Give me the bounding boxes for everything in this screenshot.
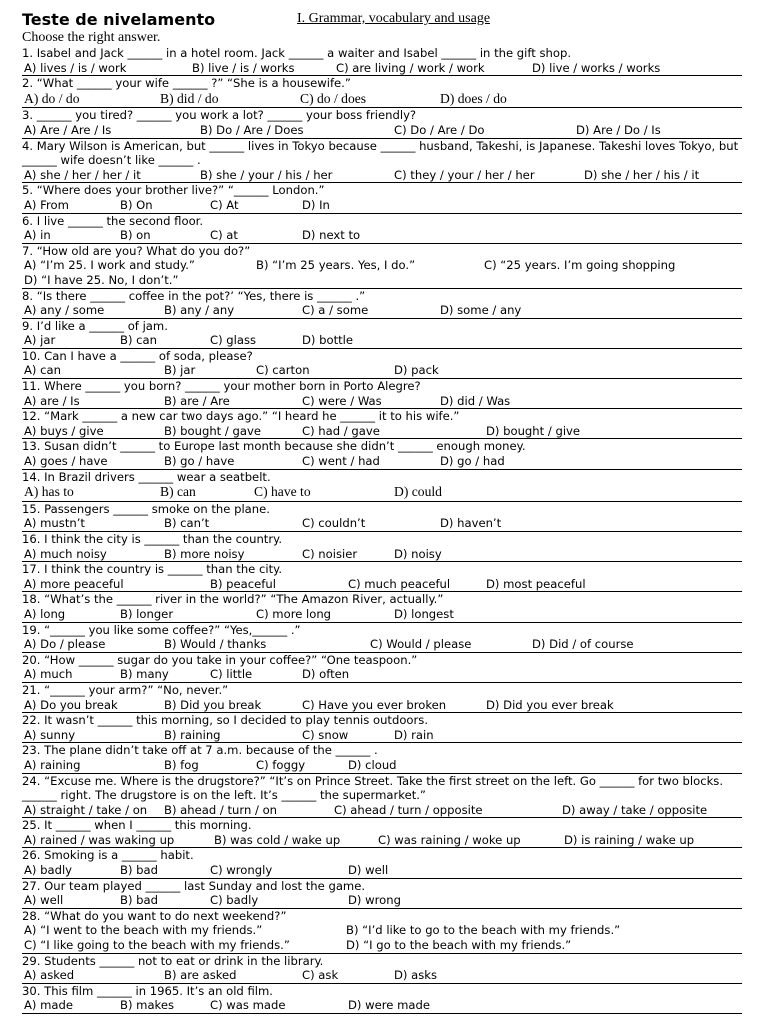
question-8 bbox=[22, 289, 742, 319]
answer-option-d[interactable]: D) Are / Do / Is bbox=[576, 122, 661, 137]
section-title: I. Grammar, vocabulary and usage bbox=[297, 11, 491, 26]
answer-option-d[interactable]: D) Did / of course bbox=[532, 637, 634, 652]
answer-option-b[interactable]: B) bad bbox=[120, 893, 158, 908]
question-22 bbox=[22, 713, 742, 743]
question-text: 18. “What’s the ______ river in the world?” “The Amazon River, actually.” bbox=[22, 592, 444, 607]
question-text: 23. The plane didn’t take off at 7 a.m. because of the ______ . bbox=[22, 743, 378, 758]
answer-option-a[interactable]: A) much bbox=[24, 667, 73, 682]
question-7 bbox=[22, 244, 742, 289]
answer-option-b[interactable]: B) did / do bbox=[160, 90, 219, 106]
answer-option-a[interactable]: A) any / some bbox=[24, 303, 105, 318]
answer-option-c[interactable]: C) ahead / turn / opposite bbox=[334, 802, 483, 817]
answer-option-a[interactable]: A) raining bbox=[24, 757, 81, 772]
answer-option-a[interactable]: A) rained / was waking up bbox=[24, 832, 175, 847]
answer-option-c[interactable]: C) do / does bbox=[300, 90, 367, 106]
answer-option-b[interactable]: B) raining bbox=[164, 727, 221, 742]
answer-option-d[interactable]: D) well bbox=[348, 863, 389, 878]
answer-option-c[interactable]: C) “25 years. I’m going shopping bbox=[484, 258, 676, 273]
answer-option-b[interactable]: B) “I’m 25 years. Yes, I do.” bbox=[256, 258, 416, 273]
answer-option-d[interactable]: D) she / her / his / it bbox=[584, 167, 700, 182]
answer-options bbox=[22, 547, 742, 563]
answer-option-a[interactable]: A) much noisy bbox=[24, 546, 107, 561]
question-29 bbox=[22, 954, 742, 984]
question-text: 19. “______ you like some coffee?” “Yes,______ .” bbox=[22, 622, 301, 637]
answer-option-b[interactable]: B) was cold / wake up bbox=[214, 832, 341, 847]
question-text: 2. “What ______ your wife ______ ?” “She is a housewife.” bbox=[22, 76, 351, 91]
question-10 bbox=[22, 349, 742, 379]
answer-option-b[interactable]: B) more noisy bbox=[164, 546, 245, 561]
answer-option-a[interactable]: A) has to bbox=[24, 484, 74, 500]
answer-option-c[interactable]: C) was made bbox=[210, 998, 286, 1013]
answer-option-d[interactable]: D) live / works / works bbox=[532, 60, 661, 75]
answer-option-b[interactable]: B) jar bbox=[164, 363, 196, 378]
answer-option-a[interactable]: A) are / Is bbox=[24, 393, 80, 408]
answer-option-d[interactable]: D) “I have 25. No, I don’t.” bbox=[24, 272, 179, 287]
answer-options bbox=[22, 198, 742, 214]
answer-option-b[interactable]: B) many bbox=[120, 667, 169, 682]
answer-options bbox=[22, 803, 742, 819]
question-21 bbox=[22, 683, 742, 713]
question-text: 28. “What do you want to do next weekend?” bbox=[22, 908, 287, 923]
answer-option-d[interactable]: D) could bbox=[394, 484, 442, 500]
question-1 bbox=[22, 46, 742, 76]
question-text: 30. This film ______ in 1965. It’s an old film. bbox=[22, 983, 273, 998]
answer-option-b[interactable]: B) On bbox=[120, 197, 153, 212]
answer-option-c[interactable]: C) Do / Are / Do bbox=[394, 122, 485, 137]
question-text: 7. “How old are you? What do you do?” bbox=[22, 243, 251, 258]
answer-option-c[interactable]: C) ask bbox=[302, 968, 339, 983]
answer-option-d[interactable]: D) away / take / opposite bbox=[562, 802, 708, 817]
question-text: 11. Where ______ you born? ______ your mother born in Porto Alegre? bbox=[22, 379, 421, 394]
answer-option-a[interactable]: A) sunny bbox=[24, 727, 76, 742]
question-text: 10. Can I have a ______ of soda, please? bbox=[22, 348, 253, 363]
answer-option-a[interactable]: A) she / her / her / it bbox=[24, 167, 141, 182]
header bbox=[22, 10, 742, 30]
question-text: 20. “How ______ sugar do you take in your coffee?” “One teaspoon.” bbox=[22, 652, 418, 667]
question-2 bbox=[22, 76, 742, 108]
answer-options bbox=[22, 484, 742, 502]
answer-option-b[interactable]: B) are / Are bbox=[164, 393, 230, 408]
question-3 bbox=[22, 108, 742, 138]
answer-option-d[interactable]: D) haven’t bbox=[440, 516, 502, 531]
answer-option-a[interactable]: A) Do / please bbox=[24, 637, 106, 652]
page-title: Teste de nivelamento bbox=[22, 10, 216, 29]
question-text: 3. ______ you tired? ______ you work a lot? ______ your boss friendly? bbox=[22, 108, 417, 123]
question-20 bbox=[22, 653, 742, 683]
answer-option-a[interactable]: A) mustn’t bbox=[24, 516, 85, 531]
answer-option-b[interactable]: B) can’t bbox=[164, 516, 210, 531]
answer-option-a[interactable]: A) Are / Are / Is bbox=[24, 122, 112, 137]
answer-option-b[interactable]: B) go / have bbox=[164, 454, 235, 469]
answer-option-b[interactable]: B) Did you break bbox=[164, 697, 262, 712]
answer-options bbox=[22, 893, 742, 909]
answer-options bbox=[22, 998, 742, 1014]
question-text: 12. “Mark ______ a new car two days ago.” “I heard he ______ it to his wife.” bbox=[22, 409, 460, 424]
answer-options bbox=[22, 637, 742, 653]
answer-option-d[interactable]: D) were made bbox=[348, 998, 430, 1013]
answer-option-c[interactable]: C) at bbox=[210, 228, 238, 243]
answer-option-a[interactable]: A) made bbox=[24, 998, 74, 1013]
answer-option-c[interactable]: C) “I like going to the beach with my friends.” bbox=[24, 938, 290, 953]
answer-option-c[interactable]: C) was raining / woke up bbox=[378, 832, 521, 847]
answer-option-a[interactable]: A) badly bbox=[24, 863, 73, 878]
answer-option-b[interactable]: B) longer bbox=[120, 606, 174, 621]
answer-option-b[interactable]: B) “I’d like to go to the beach with my friends.” bbox=[346, 923, 621, 938]
question-text: 24. “Excuse me. Where is the drugstore?” “It’s on Prince Street. Take the first street on the left. Go ______ for two blocks. ______ right. The drugstore is on the left. It’s ______ the supermarket.” bbox=[22, 773, 727, 803]
answer-options bbox=[22, 577, 742, 593]
answer-option-a[interactable]: A) goes / have bbox=[24, 454, 108, 469]
answer-options bbox=[22, 833, 742, 849]
answer-option-d[interactable]: D) In bbox=[302, 197, 330, 212]
answer-option-a[interactable]: A) do / do bbox=[24, 90, 80, 106]
question-30 bbox=[22, 984, 742, 1014]
answer-option-c[interactable]: C) little bbox=[210, 667, 253, 682]
answer-option-c[interactable]: C) much peaceful bbox=[348, 576, 451, 591]
answer-option-a[interactable]: A) “I’m 25. I work and study.” bbox=[24, 258, 195, 273]
answer-option-d[interactable]: D) rain bbox=[394, 727, 434, 742]
answer-option-c[interactable]: C) noisier bbox=[302, 546, 358, 561]
answer-option-c[interactable]: C) At bbox=[210, 197, 239, 212]
answer-option-b[interactable]: B) any / any bbox=[164, 303, 235, 318]
answer-options bbox=[22, 863, 742, 879]
answer-option-a[interactable]: A) well bbox=[24, 893, 64, 908]
question-13 bbox=[22, 439, 742, 469]
answer-options bbox=[22, 333, 742, 349]
question-18 bbox=[22, 592, 742, 622]
answer-option-c[interactable]: C) foggy bbox=[256, 757, 306, 772]
answer-option-a[interactable]: A) more peaceful bbox=[24, 576, 124, 591]
question-text: 9. I’d like a ______ of jam. bbox=[22, 318, 168, 333]
question-11 bbox=[22, 379, 742, 409]
answer-option-a[interactable]: A) “I went to the beach with my friends.” bbox=[24, 923, 263, 938]
question-9 bbox=[22, 319, 742, 349]
answer-option-c[interactable]: C) Have you ever broken bbox=[302, 697, 447, 712]
answer-option-b[interactable]: B) she / your / his / her bbox=[200, 167, 333, 182]
answer-option-c[interactable]: C) carton bbox=[256, 363, 310, 378]
question-27 bbox=[22, 879, 742, 909]
answer-option-c[interactable]: C) were / Was bbox=[302, 393, 382, 408]
question-25 bbox=[22, 818, 742, 848]
answer-options bbox=[22, 168, 742, 184]
answer-option-d[interactable]: D) bought / give bbox=[486, 423, 581, 438]
answer-options bbox=[22, 923, 742, 938]
answer-options bbox=[22, 273, 742, 289]
question-text: 25. It ______ when I ______ this morning. bbox=[22, 818, 252, 833]
answer-option-b[interactable]: B) fog bbox=[164, 757, 199, 772]
answer-options bbox=[22, 228, 742, 244]
question-5 bbox=[22, 183, 742, 213]
answer-options bbox=[22, 363, 742, 379]
answer-option-d[interactable]: D) longest bbox=[394, 606, 454, 621]
question-24 bbox=[22, 774, 742, 819]
answer-option-a[interactable]: A) asked bbox=[24, 968, 75, 983]
answer-option-d[interactable]: D) most peaceful bbox=[486, 576, 586, 591]
answer-options bbox=[22, 303, 742, 319]
answer-option-b[interactable]: B) makes bbox=[120, 998, 175, 1013]
answer-option-d[interactable]: D) asks bbox=[394, 968, 438, 983]
answer-option-c[interactable]: C) they / your / her / her bbox=[394, 167, 535, 182]
answer-option-d[interactable]: D) wrong bbox=[348, 893, 401, 908]
answer-option-d[interactable]: D) does / do bbox=[440, 90, 507, 106]
answer-option-c[interactable]: C) have to bbox=[254, 484, 311, 500]
question-19 bbox=[22, 623, 742, 653]
question-list bbox=[22, 46, 742, 1014]
question-text: 29. Students ______ not to eat or drink in the library. bbox=[22, 953, 324, 968]
question-4 bbox=[22, 139, 742, 184]
answer-option-c[interactable]: C) had / gave bbox=[302, 423, 380, 438]
answer-option-b[interactable]: B) Do / Are / Does bbox=[200, 122, 304, 137]
answer-options bbox=[22, 61, 742, 77]
answer-option-d[interactable]: D) often bbox=[302, 667, 350, 682]
answer-options bbox=[22, 968, 742, 984]
answer-options bbox=[22, 728, 742, 744]
answer-option-b[interactable]: B) are asked bbox=[164, 968, 237, 983]
question-23 bbox=[22, 743, 742, 773]
question-text: 17. I think the country is ______ than the city. bbox=[22, 562, 283, 577]
answer-options bbox=[22, 698, 742, 714]
answer-option-d[interactable]: D) did / Was bbox=[440, 393, 511, 408]
answer-option-c[interactable]: C) went / had bbox=[302, 454, 380, 469]
answer-option-b[interactable]: B) Would / thanks bbox=[164, 637, 267, 652]
question-text: 14. In Brazil drivers ______ wear a seatbelt. bbox=[22, 469, 271, 484]
question-text: 13. Susan didn’t ______ to Europe last month because she didn’t ______ enough money. bbox=[22, 439, 526, 454]
question-text: 8. “Is there ______ coffee in the pot?’ “Yes, there is ______ .” bbox=[22, 288, 366, 303]
answer-option-a[interactable]: A) jar bbox=[24, 333, 56, 348]
question-text: 22. It wasn’t ______ this morning, so I decided to play tennis outdoors. bbox=[22, 713, 429, 728]
answer-option-b[interactable]: B) bought / gave bbox=[164, 423, 261, 438]
answer-option-c[interactable]: C) badly bbox=[210, 893, 259, 908]
answer-options bbox=[22, 123, 742, 139]
question-26 bbox=[22, 848, 742, 878]
question-15 bbox=[22, 502, 742, 532]
answer-option-a[interactable]: A) Do you break bbox=[24, 697, 118, 712]
question-text: 21. “______ your arm?” “No, never.” bbox=[22, 682, 229, 697]
answer-options bbox=[22, 758, 742, 774]
answer-options bbox=[22, 516, 742, 532]
answer-option-b[interactable]: B) peaceful bbox=[210, 576, 276, 591]
question-12 bbox=[22, 409, 742, 439]
question-text: 16. I think the city is ______ than the country. bbox=[22, 532, 283, 546]
answer-option-a[interactable]: A) From bbox=[24, 197, 69, 212]
answer-option-d[interactable]: D) go / had bbox=[440, 454, 505, 469]
answer-option-d[interactable]: D) cloud bbox=[348, 757, 397, 772]
answer-options bbox=[22, 607, 742, 623]
answer-option-d[interactable]: D) next to bbox=[302, 228, 361, 243]
question-6 bbox=[22, 214, 742, 244]
question-17 bbox=[22, 562, 742, 592]
answer-options bbox=[22, 91, 742, 109]
question-28 bbox=[22, 909, 742, 954]
answer-option-c[interactable]: C) glass bbox=[210, 333, 257, 348]
answer-option-c[interactable]: C) couldn’t bbox=[302, 516, 366, 531]
question-16 bbox=[22, 532, 742, 562]
answer-option-c[interactable]: C) Would / please bbox=[370, 637, 472, 652]
answer-option-d[interactable]: D) some / any bbox=[440, 303, 522, 318]
question-text: 1. Isabel and Jack ______ in a hotel room. Jack ______ a waiter and Isabel ______ in the gift shop. bbox=[22, 46, 572, 60]
answer-option-c[interactable]: C) wrongly bbox=[210, 863, 273, 878]
answer-options bbox=[22, 258, 742, 273]
question-text: 15. Passengers ______ smoke on the plane. bbox=[22, 501, 270, 516]
answer-option-b[interactable]: B) bad bbox=[120, 863, 158, 878]
answer-option-d[interactable]: D) pack bbox=[394, 363, 439, 378]
question-text: 6. I live ______ the second floor. bbox=[22, 213, 204, 228]
answer-option-d[interactable]: D) bottle bbox=[302, 333, 354, 348]
answer-options bbox=[22, 938, 742, 954]
answer-option-d[interactable]: D) is raining / wake up bbox=[564, 832, 695, 847]
answer-options bbox=[22, 667, 742, 683]
answer-option-b[interactable]: B) can bbox=[120, 333, 157, 348]
question-text: 5. “Where does your brother live?” “______ London.” bbox=[22, 183, 325, 198]
answer-option-b[interactable]: B) ahead / turn / on bbox=[164, 802, 278, 817]
answer-option-a[interactable]: A) buys / give bbox=[24, 423, 104, 438]
question-text: 4. Mary Wilson is American, but ______ lives in Tokyo because ______ husband, Takeshi, is Japanese. Takeshi loves Tokyo, but ______ wife doesn’t like ______ . bbox=[22, 138, 742, 168]
question-text: 26. Smoking is a ______ habit. bbox=[22, 848, 194, 863]
test-sheet bbox=[22, 10, 742, 1014]
instruction: Choose the right answer. bbox=[22, 30, 161, 45]
answer-options bbox=[22, 424, 742, 440]
answer-option-a[interactable]: A) long bbox=[24, 606, 66, 621]
answer-option-d[interactable]: D) noisy bbox=[394, 546, 442, 561]
answer-option-a[interactable]: A) in bbox=[24, 228, 51, 243]
question-text: 27. Our team played ______ last Sunday and lost the game. bbox=[22, 878, 366, 893]
answer-option-a[interactable]: A) can bbox=[24, 363, 61, 378]
answer-option-a[interactable]: A) straight / take / on bbox=[24, 802, 148, 817]
answer-option-b[interactable]: B) can bbox=[160, 484, 196, 500]
answer-option-b[interactable]: B) on bbox=[120, 228, 151, 243]
answer-option-c[interactable]: C) a / some bbox=[302, 303, 369, 318]
answer-option-c[interactable]: C) are living / work / work bbox=[336, 60, 485, 75]
answer-options bbox=[22, 454, 742, 470]
answer-option-a[interactable]: A) lives / is / work bbox=[24, 60, 127, 75]
answer-option-c[interactable]: C) snow bbox=[302, 727, 349, 742]
answer-option-d[interactable]: D) “I go to the beach with my friends.” bbox=[346, 938, 572, 953]
question-14 bbox=[22, 470, 742, 502]
answer-option-c[interactable]: C) more long bbox=[256, 606, 332, 621]
answer-option-b[interactable]: B) live / is / works bbox=[192, 60, 295, 75]
answer-option-d[interactable]: D) Did you ever break bbox=[486, 697, 614, 712]
answer-options bbox=[22, 394, 742, 410]
